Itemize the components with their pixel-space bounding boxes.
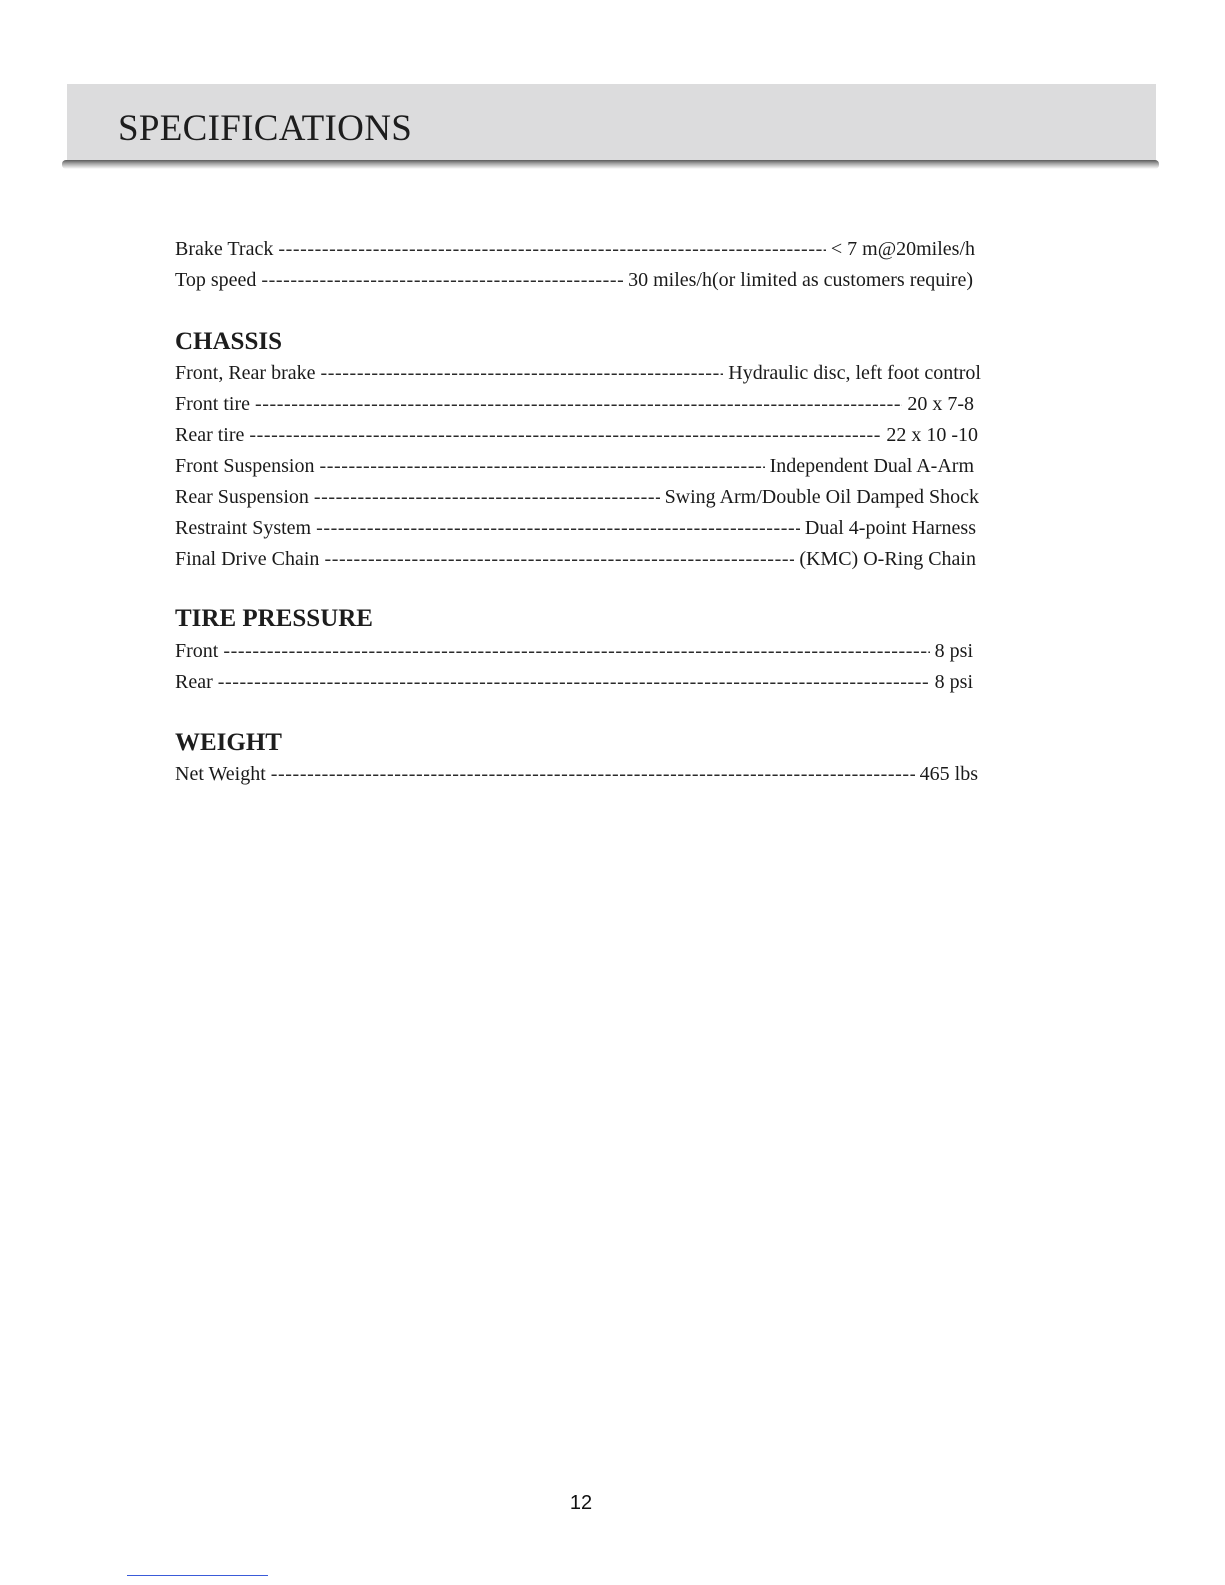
leader-dots: [319, 454, 764, 478]
spec-label: Rear: [175, 671, 213, 693]
spec-label: Front Suspension: [175, 455, 315, 477]
spec-label: Rear tire: [175, 424, 245, 446]
spec-value: 8 psi: [934, 671, 973, 693]
leader-dots: [271, 762, 915, 786]
spec-row-rear-suspension: [175, 485, 979, 509]
spec-value: 8 psi: [934, 640, 973, 662]
spec-value: Swing Arm/Double Oil Damped Shock: [664, 486, 979, 508]
section-heading-weight: WEIGHT: [175, 729, 282, 756]
leader-dots: [218, 670, 930, 694]
spec-value: Hydraulic disc, left foot control: [728, 362, 981, 384]
spec-value: 465 lbs: [919, 763, 978, 785]
spec-value: Independent Dual A-Arm: [769, 455, 974, 477]
footer-rule: [127, 1575, 268, 1576]
section-heading-chassis: CHASSIS: [175, 328, 282, 355]
spec-label: Final Drive Chain: [175, 548, 320, 570]
spec-value: 22 x 10 -10: [886, 424, 978, 446]
spec-row-brake: [175, 361, 981, 385]
spec-value: Dual 4-point Harness: [804, 517, 976, 539]
leader-dots: [278, 237, 826, 261]
spec-row-net-weight: [175, 762, 978, 786]
leader-dots: [324, 547, 794, 571]
spec-row-rear-tire: [175, 423, 978, 447]
page-number: 12: [569, 1492, 593, 1514]
header-shadow: [62, 160, 1159, 169]
leader-dots: [255, 392, 902, 416]
spec-label: Brake Track: [175, 238, 274, 260]
spec-value: 20 x 7-8: [907, 393, 974, 415]
spec-row-final-drive-chain: [175, 547, 976, 571]
leader-dots: [249, 423, 881, 447]
leader-dots: [223, 639, 929, 663]
spec-label: Front: [175, 640, 219, 662]
spec-row-brake-track: [175, 237, 975, 261]
spec-value: (KMC) O-Ring Chain: [799, 548, 976, 570]
spec-label: Front, Rear brake: [175, 362, 316, 384]
spec-value: < 7 m@20miles/h: [830, 238, 975, 260]
spec-value: 30 miles/h(or limited as customers require): [628, 269, 973, 291]
spec-label: Rear Suspension: [175, 486, 309, 508]
spec-row-front-pressure: [175, 639, 973, 663]
spec-row-restraint-system: [175, 516, 976, 540]
spec-row-top-speed: [175, 268, 973, 292]
spec-label: Net Weight: [175, 763, 266, 785]
spec-row-front-tire: [175, 392, 974, 416]
spec-row-rear-pressure: [175, 670, 973, 694]
spec-row-front-suspension: [175, 454, 974, 478]
section-heading-tire-pressure: TIRE PRESSURE: [175, 605, 373, 632]
leader-dots: [314, 485, 660, 509]
page-title: SPECIFICATIONS: [118, 108, 413, 149]
leader-dots: [321, 361, 724, 385]
spec-label: Front tire: [175, 393, 250, 415]
spec-label: Top speed: [175, 269, 257, 291]
spec-label: Restraint System: [175, 517, 312, 539]
leader-dots: [261, 268, 623, 292]
leader-dots: [316, 516, 800, 540]
